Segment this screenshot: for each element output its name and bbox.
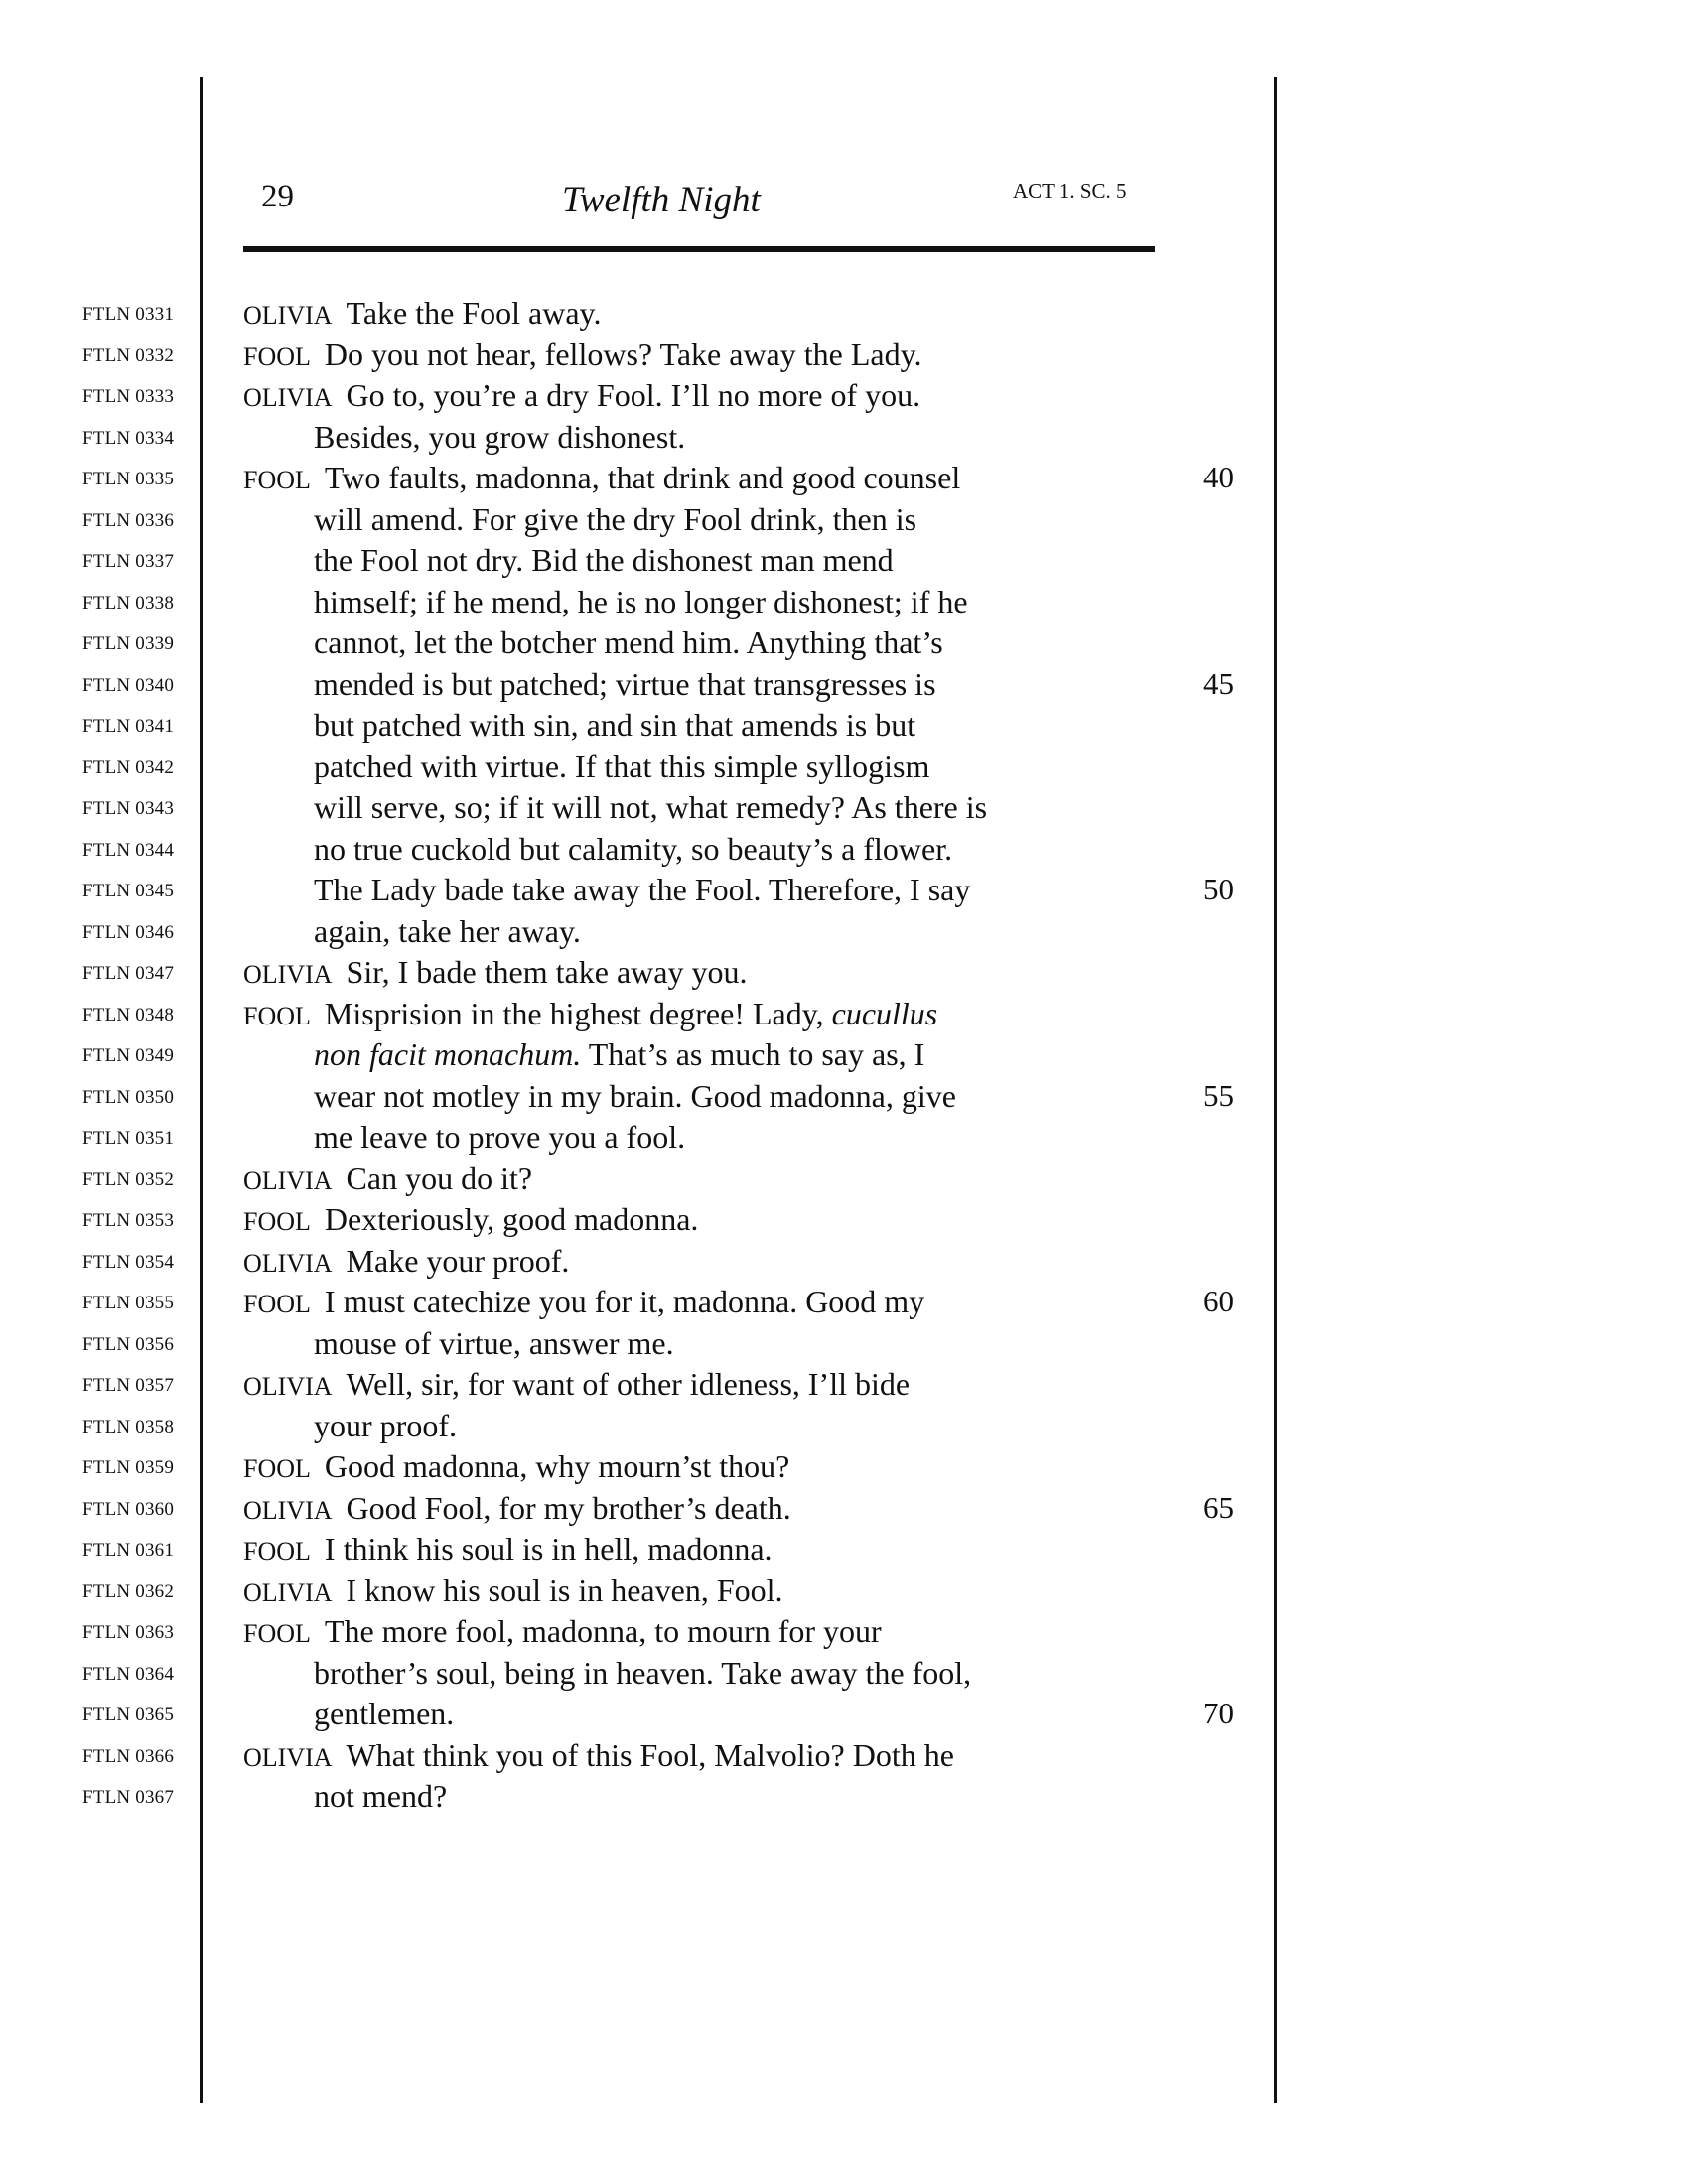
line-text bbox=[243, 337, 922, 373]
line-text bbox=[314, 501, 916, 538]
ftln-number: FTLN 0359 bbox=[82, 1457, 175, 1478]
script-line bbox=[0, 501, 1688, 543]
dialogue-text: no true cuckold but calamity, so beauty’s a flower. bbox=[314, 830, 953, 867]
line-text bbox=[314, 872, 970, 908]
line-text bbox=[314, 1655, 971, 1692]
script-line bbox=[0, 1613, 1688, 1655]
line-text bbox=[314, 1325, 674, 1362]
line-reference-number: 55 bbox=[1203, 1077, 1234, 1113]
ftln-number: FTLN 0333 bbox=[82, 386, 175, 407]
dialogue-text: That’s as much to say as, I bbox=[588, 1036, 925, 1072]
speaker-name: OLIVIA bbox=[243, 1495, 333, 1525]
page-number: 29 bbox=[261, 179, 294, 214]
line-text bbox=[314, 707, 915, 744]
line-text bbox=[314, 789, 987, 826]
dialogue-text: The more fool, madonna, to mourn for your bbox=[324, 1613, 882, 1649]
dialogue-text: himself; if he mend, he is no longer dishonest; if he bbox=[314, 583, 968, 619]
script-line bbox=[0, 584, 1688, 625]
line-reference-number: 65 bbox=[1203, 1489, 1234, 1525]
speaker-name: OLIVIA bbox=[243, 301, 333, 330]
dialogue-text: brother’s soul, being in heaven. Take away the fool, bbox=[314, 1654, 972, 1691]
script-line bbox=[0, 1201, 1688, 1243]
dialogue-text: Do you not hear, fellows? Take away the Lady. bbox=[324, 336, 922, 372]
line-text bbox=[243, 460, 960, 496]
dialogue-text: will amend. For give the dry Fool drink, then is bbox=[314, 500, 917, 537]
line-text bbox=[314, 419, 685, 456]
ftln-number: FTLN 0353 bbox=[82, 1210, 175, 1231]
speaker-name: FOOL bbox=[243, 341, 311, 371]
script-line bbox=[0, 1036, 1688, 1078]
speaker-name: FOOL bbox=[243, 1537, 311, 1566]
ftln-number: FTLN 0346 bbox=[82, 921, 175, 943]
line-text bbox=[243, 377, 920, 414]
script-line bbox=[0, 913, 1688, 955]
script-line bbox=[0, 666, 1688, 708]
dialogue-text: mended is but patched; virtue that transgresses is bbox=[314, 665, 936, 702]
line-text bbox=[314, 1696, 454, 1732]
script-line bbox=[0, 1572, 1688, 1614]
script-line bbox=[0, 707, 1688, 749]
line-text bbox=[243, 295, 601, 332]
script-line bbox=[0, 1448, 1688, 1490]
ftln-number: FTLN 0341 bbox=[82, 716, 175, 737]
line-reference-number: 50 bbox=[1203, 872, 1234, 906]
ftln-number: FTLN 0363 bbox=[82, 1622, 175, 1643]
ftln-number: FTLN 0356 bbox=[82, 1333, 175, 1355]
line-text bbox=[314, 749, 929, 785]
ftln-number: FTLN 0367 bbox=[82, 1787, 175, 1808]
speaker-name: OLIVIA bbox=[243, 383, 333, 412]
script-line bbox=[0, 1408, 1688, 1449]
script-line bbox=[0, 1243, 1688, 1285]
script-line bbox=[0, 460, 1688, 501]
dialogue-text: Go to, you’re a dry Fool. I’ll no more of you. bbox=[346, 377, 921, 413]
script-text bbox=[0, 295, 1688, 1820]
line-reference-number: 45 bbox=[1203, 665, 1234, 701]
line-text bbox=[243, 1490, 791, 1527]
ftln-number: FTLN 0357 bbox=[82, 1375, 175, 1396]
speaker-name: FOOL bbox=[243, 1619, 311, 1648]
dialogue-text: Misprision in the highest degree! Lady, bbox=[324, 995, 824, 1031]
line-text bbox=[243, 996, 937, 1032]
dialogue-text: Dexteriously, good madonna. bbox=[324, 1201, 699, 1237]
line-text bbox=[243, 1160, 532, 1197]
dialogue-text: the Fool not dry. Bid the dishonest man mend bbox=[314, 542, 894, 578]
script-line bbox=[0, 872, 1688, 913]
dialogue-text: Well, sir, for want of other idleness, I’ll bide bbox=[346, 1366, 911, 1402]
script-line bbox=[0, 542, 1688, 584]
ftln-number: FTLN 0350 bbox=[82, 1086, 175, 1108]
ftln-number: FTLN 0342 bbox=[82, 756, 175, 778]
line-text bbox=[243, 1572, 783, 1609]
ftln-number: FTLN 0366 bbox=[82, 1745, 175, 1767]
ftln-number: FTLN 0332 bbox=[82, 344, 175, 366]
line-text bbox=[314, 666, 936, 703]
dialogue-text: I know his soul is in heaven, Fool. bbox=[346, 1571, 783, 1608]
line-reference-number: 70 bbox=[1203, 1696, 1234, 1730]
line-reference-number: 60 bbox=[1203, 1284, 1234, 1318]
speaker-name: FOOL bbox=[243, 1290, 311, 1318]
ftln-number: FTLN 0338 bbox=[82, 592, 175, 614]
ftln-number: FTLN 0336 bbox=[82, 509, 175, 531]
dialogue-text: me leave to prove you a fool. bbox=[314, 1119, 686, 1155]
dialogue-text: Can you do it? bbox=[346, 1160, 533, 1196]
speaker-name: OLIVIA bbox=[243, 1165, 333, 1195]
script-line bbox=[0, 1160, 1688, 1202]
ftln-number: FTLN 0361 bbox=[82, 1540, 175, 1561]
ftln-number: FTLN 0347 bbox=[82, 963, 175, 984]
ftln-number: FTLN 0337 bbox=[82, 551, 175, 572]
ftln-number: FTLN 0358 bbox=[82, 1416, 175, 1437]
dialogue-text: I think his soul is in hell, madonna. bbox=[324, 1531, 773, 1567]
running-title: Twelfth Night bbox=[562, 180, 761, 220]
dialogue-text: your proof. bbox=[314, 1407, 457, 1443]
line-text bbox=[314, 1778, 447, 1815]
script-line bbox=[0, 377, 1688, 419]
ftln-number: FTLN 0335 bbox=[82, 469, 175, 489]
line-text bbox=[314, 1078, 956, 1115]
ftln-number: FTLN 0339 bbox=[82, 633, 175, 654]
ftln-number: FTLN 0331 bbox=[82, 304, 175, 325]
dialogue-text: Good madonna, why mourn’st thou? bbox=[324, 1448, 790, 1484]
ftln-number: FTLN 0352 bbox=[82, 1168, 175, 1190]
act-scene-label: ACT 1. SC. 5 bbox=[1013, 179, 1127, 203]
dialogue-text: The Lady bade take away the Fool. Therefore, I say bbox=[314, 872, 971, 907]
header-rule bbox=[243, 246, 1155, 252]
line-text bbox=[243, 954, 747, 991]
dialogue-text: but patched with sin, and sin that amends is but bbox=[314, 707, 916, 743]
line-reference-number: 40 bbox=[1203, 460, 1234, 494]
line-text bbox=[243, 1366, 910, 1403]
script-line bbox=[0, 1119, 1688, 1160]
line-text bbox=[243, 1201, 698, 1238]
line-text bbox=[314, 542, 894, 579]
latin-phrase: non facit monachum. bbox=[314, 1036, 582, 1072]
line-text bbox=[243, 1448, 789, 1485]
script-line bbox=[0, 831, 1688, 873]
dialogue-text: not mend? bbox=[314, 1778, 448, 1814]
dialogue-text: Sir, I bade them take away you. bbox=[346, 954, 748, 990]
script-line bbox=[0, 1325, 1688, 1367]
line-text bbox=[243, 1284, 924, 1320]
dialogue-text: again, take her away. bbox=[314, 912, 581, 949]
line-text bbox=[314, 1408, 457, 1444]
dialogue-text: Two faults, madonna, that drink and good counsel bbox=[324, 460, 961, 495]
ftln-number: FTLN 0349 bbox=[82, 1045, 175, 1066]
ftln-number: FTLN 0362 bbox=[82, 1580, 175, 1602]
dialogue-text: Take the Fool away. bbox=[346, 295, 602, 331]
line-text bbox=[243, 1737, 954, 1774]
ftln-number: FTLN 0354 bbox=[82, 1251, 175, 1273]
speaker-name: FOOL bbox=[243, 466, 311, 494]
speaker-name: FOOL bbox=[243, 1001, 311, 1030]
dialogue-text: gentlemen. bbox=[314, 1696, 455, 1731]
dialogue-text: cannot, let the botcher mend him. Anything that’s bbox=[314, 624, 943, 660]
ftln-number: FTLN 0348 bbox=[82, 1004, 175, 1025]
speaker-name: OLIVIA bbox=[243, 1248, 333, 1278]
speaker-name: OLIVIA bbox=[243, 1372, 333, 1401]
dialogue-text: What think you of this Fool, Malvolio? Doth he bbox=[346, 1736, 954, 1773]
ftln-number: FTLN 0355 bbox=[82, 1293, 175, 1313]
script-line bbox=[0, 1737, 1688, 1779]
script-line bbox=[0, 749, 1688, 790]
ftln-number: FTLN 0340 bbox=[82, 674, 175, 696]
script-line bbox=[0, 1490, 1688, 1532]
script-line bbox=[0, 337, 1688, 378]
speaker-name: OLIVIA bbox=[243, 960, 333, 989]
script-line bbox=[0, 1531, 1688, 1572]
dialogue-text: patched with virtue. If that this simple syllogism bbox=[314, 748, 930, 784]
ftln-number: FTLN 0360 bbox=[82, 1498, 175, 1520]
script-line bbox=[0, 295, 1688, 337]
ftln-number: FTLN 0351 bbox=[82, 1128, 175, 1149]
line-text bbox=[314, 1036, 924, 1073]
ftln-number: FTLN 0365 bbox=[82, 1705, 175, 1725]
script-line bbox=[0, 789, 1688, 831]
ftln-number: FTLN 0345 bbox=[82, 881, 175, 901]
line-text bbox=[314, 913, 581, 950]
dialogue-text: wear not motley in my brain. Good madonna, give bbox=[314, 1077, 956, 1114]
script-line bbox=[0, 1778, 1688, 1820]
line-text bbox=[243, 1531, 773, 1568]
script-line bbox=[0, 954, 1688, 996]
ftln-number: FTLN 0334 bbox=[82, 427, 175, 449]
speaker-name: OLIVIA bbox=[243, 1577, 333, 1607]
line-text bbox=[314, 831, 952, 868]
dialogue-text: Make your proof. bbox=[346, 1242, 570, 1279]
ftln-number: FTLN 0364 bbox=[82, 1663, 175, 1685]
line-text bbox=[243, 1613, 882, 1650]
dialogue-text: Besides, you grow dishonest. bbox=[314, 418, 686, 455]
ftln-number: FTLN 0343 bbox=[82, 798, 175, 819]
dialogue-text: mouse of virtue, answer me. bbox=[314, 1324, 674, 1361]
speaker-name: OLIVIA bbox=[243, 1742, 333, 1772]
dialogue-text: Good Fool, for my brother’s death. bbox=[346, 1489, 791, 1526]
line-text bbox=[243, 1243, 569, 1280]
line-text bbox=[314, 624, 943, 661]
script-line bbox=[0, 419, 1688, 461]
script-line bbox=[0, 1284, 1688, 1325]
dialogue-text: I must catechize you for it, madonna. Good my bbox=[324, 1284, 925, 1319]
script-line bbox=[0, 1078, 1688, 1120]
dialogue-text: will serve, so; if it will not, what remedy? As there is bbox=[314, 789, 988, 825]
script-line bbox=[0, 1655, 1688, 1697]
speaker-name: FOOL bbox=[243, 1454, 311, 1483]
latin-phrase: cucullus bbox=[831, 995, 938, 1031]
ftln-number: FTLN 0344 bbox=[82, 839, 175, 861]
script-line bbox=[0, 624, 1688, 666]
script-line bbox=[0, 996, 1688, 1037]
line-text bbox=[314, 1119, 685, 1156]
speaker-name: FOOL bbox=[243, 1207, 311, 1236]
script-line bbox=[0, 1696, 1688, 1737]
line-text bbox=[314, 584, 968, 620]
script-line bbox=[0, 1366, 1688, 1408]
